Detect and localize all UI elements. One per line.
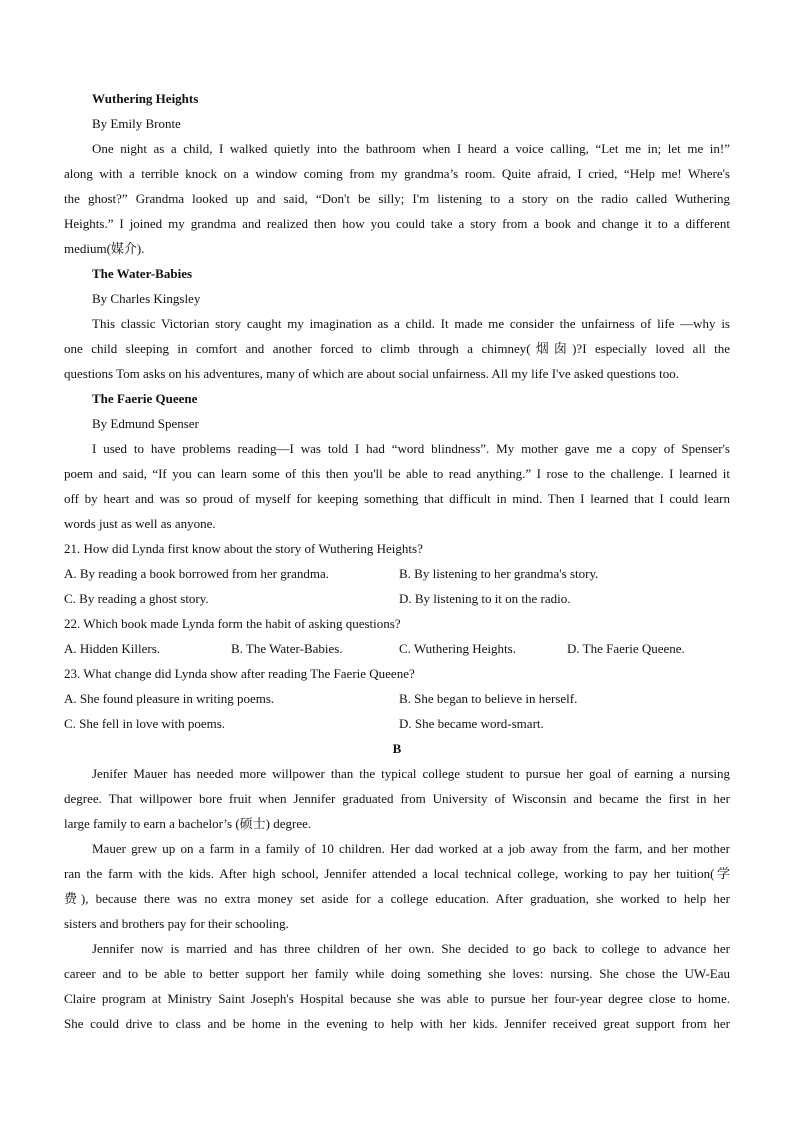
paragraph-line: Jenifer Mauer has needed more willpower than the typical college student to pursue her goal of earning a nursing [92,766,730,781]
paragraph-line: She could drive to class and be home in the evening to help with her kids. Jennifer received great support from her [64,1016,730,1031]
paragraph-line: medium(媒介). [64,241,145,256]
paragraph-line: Heights.” I joined my grandma and realized then how you could take a story from a book and change it to a different [64,216,730,231]
paragraph-line: This classic Victorian story caught my imagination as a child. It made me consider the unfairness of life —why is [92,316,730,331]
answer-option: A. By reading a book borrowed from her grandma. [64,566,329,581]
answer-option: D. The Faerie Queene. [567,641,685,656]
book-title: The Water-Babies [92,266,193,281]
paragraph-line: off by heart and was so proud of myself for keeping something that difficult in mind. Then I learned that I could learn [64,491,730,506]
section-heading: B [392,741,402,756]
paragraph-line: One night as a child, I walked quietly into the bathroom when I heard a voice calling, “Let me in; let me in!” [92,141,730,156]
paragraph-line: one child sleeping in comfort and another forced to climb through a chimney(烟囱)?I especially loved all the [64,341,730,356]
answer-option: D. By listening to it on the radio. [399,591,571,606]
answer-option: B. By listening to her grandma's story. [399,566,599,581]
paragraph-line: Jennifer now is married and has three children of her own. She decided to go back to college to advance her [92,941,730,956]
answer-option: A. Hidden Killers. [64,641,161,656]
paragraph-line: the ghost?” Grandma looked up and said, “Don't be silly; I'm listening to a story on the radio called Wuthering [64,191,730,206]
paragraph-line: large family to earn a bachelor’s (硕士) degree. [64,816,312,831]
paragraph-line: 费), because there was no extra money set aside for a college education. After graduation, she worked to help her [64,891,730,906]
paragraph-line: degree. That willpower bore fruit when Jennifer graduated from University of Wisconsin and became the first in her [64,791,730,806]
answer-option: C. She fell in love with poems. [64,716,226,731]
paragraph-line: ran the farm with the kids. After high school, Jennifer attended a local technical college, working to pay her tuition(学 [64,866,730,881]
paragraph-line: questions Tom asks on his adventures, many of which are about social unfairness. All my life I've asked questions too. [64,366,679,381]
answer-option: D. She became word-smart. [399,716,544,731]
paragraph-line: words just as well as anyone. [64,516,216,531]
answer-option: B. The Water-Babies. [231,641,343,656]
question-stem: 22. Which book made Lynda form the habit of asking questions? [64,616,401,631]
paragraph-line: poem and said, “If you can learn some of this then you'll be able to read anything.” I rose to the challenge. I learned it [64,466,730,481]
paragraph-line: Claire program at Ministry Saint Joseph's Hospital because she was able to pursue her four-year degree close to home. [64,991,730,1006]
book-author: By Charles Kingsley [92,291,201,306]
book-title: Wuthering Heights [92,91,199,106]
answer-option: C. Wuthering Heights. [399,641,516,656]
paragraph-line: sisters and brothers pay for their schooling. [64,916,289,931]
paragraph-line: along with a terrible knock on a window coming from my grandma’s room. Quite afraid, I cried, “Help me! Where's [64,166,730,181]
question-stem: 21. How did Lynda first know about the story of Wuthering Heights? [64,541,423,556]
answer-option: B. She began to believe in herself. [399,691,578,706]
book-title: The Faerie Queene [92,391,198,406]
paragraph-line: career and to be able to better support her family while doing something she loves: nursing. She chose the UW-Eau [64,966,730,981]
paragraph-line: I used to have problems reading—I was told I had “word blindness”. My mother gave me a copy of Spenser's [92,441,730,456]
answer-option: C. By reading a ghost story. [64,591,209,606]
book-author: By Emily Bronte [92,116,181,131]
paragraph-line: Mauer grew up on a farm in a family of 10 children. Her dad worked at a job away from the farm, and her mother [92,841,730,856]
answer-option: A. She found pleasure in writing poems. [64,691,275,706]
question-stem: 23. What change did Lynda show after reading The Faerie Queene? [64,666,415,681]
book-author: By Edmund Spenser [92,416,199,431]
